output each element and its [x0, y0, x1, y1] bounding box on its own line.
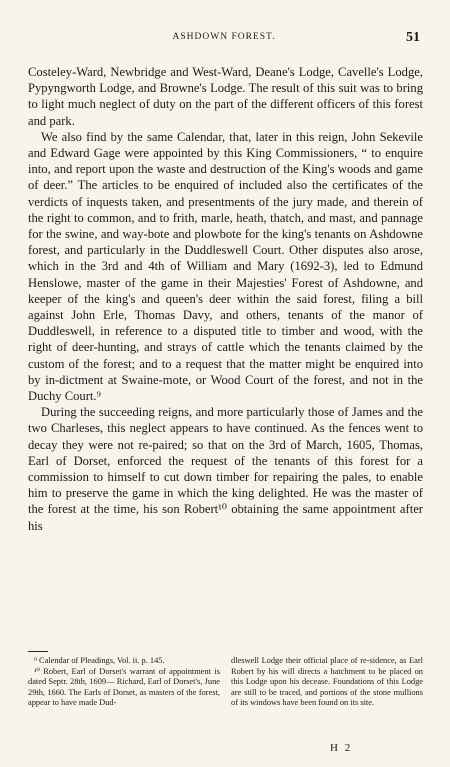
- footnotes-left-column: [28, 656, 220, 709]
- footnotes: [28, 656, 423, 709]
- main-text: [28, 64, 423, 534]
- footnote-10-continued: dleswell Lodge their official place of re-sidence, as Earl Robert by his will directs a hatchment to be placed on this Lodge upon his decease. Foundations of this Lodge are still to be traced, and portions of the stone mullions of its windows have been found on its site.: [231, 656, 423, 708]
- footnote-9: ⁹ Calendar of Pleadings, Vol. ii. p. 145.: [34, 656, 165, 665]
- page-header: [28, 30, 420, 48]
- footnote-rule: [28, 651, 48, 652]
- footnote-10: ¹⁰ Robert, Earl of Dorset's warrant of appointment is dated Septr. 28th, 1609— Richard, Earl of Dorset's, June 29th, 1660. The Earls of Dorset, as masters of the forest, appear to have made Dud-: [28, 666, 220, 708]
- paragraph-2: We also find by the same Calendar, that, later in this reign, John Sekevile and Edward Gage were appointed by this King Commissioners, “ to enquire into, and report upon the waste and destruction of the King's woods and game of deer.” The articles to be enquired of included also the certificates of the verdicts of inquests taken, and presentments of the jury made, and therein of the right to common, and to frith, marle, heath, thatch, and mast, and pannage for the swine, and way-bote and plowbote for the king's tenants on Ashdowne forest, and particularly in the Duddleswell Court. Other disputes also arose, which in the 3rd and 4th of William and Mary (1692-3), led to Edmund Henslowe, master of the game in their Majesties' Forest of Ashdowne, and keeper of the king's and queen's deer within the said forest, filing a bill against John Erle, Thomas Davy, and others, tenants of the manor of Duddleswell, in reference to a disputed title to timber and wood, with the right of deer-hunting, and strays of cattle which the tenants claimed by the custom of the forest; and to a request that the matter might be enquired into by in-dictment at Swaine-mote, or Wood Court of the forest, and not in the Duchy Court.⁹: [28, 129, 423, 404]
- running-title: ASHDOWN FOREST.: [172, 32, 276, 42]
- paragraph-1: Costeley-Ward, Newbridge and West-Ward, Deane's Lodge, Cavelle's Lodge, Pypyngworth Lodge, and Browne's Lodge. The result of this suit was to bring to light much neglect of duty on the part of the different officers of this forest and park.: [28, 65, 423, 128]
- paragraph-3: During the succeeding reigns, and more particularly those of James and the two Charleses, this neglect appears to have continued. As the fences went to decay they were not re-paired; so that on the 3rd of March, 1605, Thomas, Earl of Dorset, enforced the request of the tenants of this forest for a commission to himself to cut down timber for repairing the pales, to enable him to preserve the game in which the king delighted. He was the master of the forest at the time, his son Robert¹⁰ obtaining the same appointment after his: [28, 405, 423, 533]
- page-number: 51: [406, 30, 420, 45]
- signature-mark: H 2: [330, 742, 353, 754]
- footnotes-right-column: [231, 656, 423, 709]
